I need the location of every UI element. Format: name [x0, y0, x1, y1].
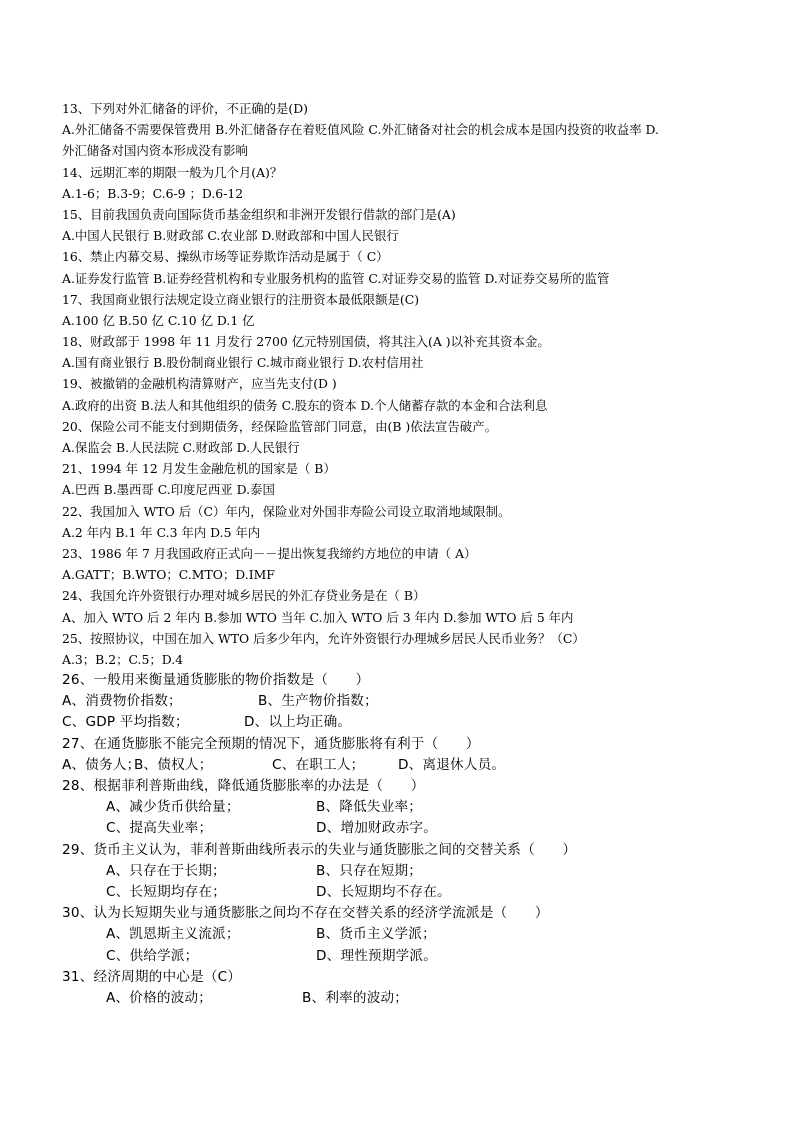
option-c: C、供给学派；	[106, 947, 199, 964]
question-14-options: A.1-6；B.3-9；C.6-9 ；D.6-12	[62, 185, 244, 201]
question-28: 28、根据菲利普斯曲线，降低通货膨胀率的办法是（ ）	[62, 778, 425, 794]
question-26-options-row1	[62, 691, 742, 712]
option-d: D、理性预期学派。	[316, 947, 438, 964]
question-14: 14、远期汇率的期限一般为几个月(A)？	[62, 164, 283, 180]
question-15-options: A.中国人民银行 B.财政部 C.农业部 D.财政部和中国人民银行	[62, 228, 399, 244]
question-31-options-row1	[62, 988, 742, 1009]
option-b: B、债权人；	[134, 756, 213, 773]
question-20-options: A.保监会 B.人民法院 C.财政部 D.人民银行	[62, 440, 300, 455]
option-b: B、生产物价指数；	[258, 693, 378, 710]
question-15: 15、目前我国负责向国际货币基金组织和非洲开发银行借款的部门是(A)	[62, 206, 456, 222]
question-28-options-row2	[62, 818, 742, 839]
question-26: 26、一般用来衡量通货膨胀的物价指数是（ ）	[62, 672, 370, 689]
question-21: 21、1994 年 12 月发生金融危机的国家是（ B）	[62, 461, 336, 477]
option-b: B、降低失业率；	[316, 799, 423, 816]
question-29: 29、货币主义认为，菲利普斯曲线所表示的失业与通货膨胀之间的交替关系（ ）	[62, 841, 577, 858]
question-31: 31、经济周期的中心是（C）	[62, 968, 242, 985]
question-23: 23、1986 年 7 月我国政府正式向－－提出恢复我缔约方地位的申请（ A）	[62, 545, 477, 561]
question-18: 18、财政部于 1998 年 11 月发行 2700 亿元特别国债，将其注入(A )以补充其资本金。	[62, 334, 550, 350]
question-16-options: A.证券发行监管 B.证券经营机构和专业服务机构的监管 C.对证券交易的监管 D.对证券交易所的监管	[62, 270, 610, 286]
question-20: 20、保险公司不能支付到期债务，经保险监管部门同意，由(B )依法宣告破产。	[62, 418, 497, 434]
option-a: A、债务人；	[62, 756, 141, 773]
question-25: 25、按照协议，中国在加入 WTO 后多少年内，允许外资银行办理城乡居民人民币业务？（C）	[62, 630, 585, 646]
question-17: 17、我国商业银行法规定设立商业银行的注册资本最低限额是(C)	[62, 291, 420, 307]
question-25-options: A.3；B.2；C.5；D.4	[62, 651, 184, 667]
option-a: A、减少货币供给量；	[106, 799, 240, 816]
question-22: 22、我国加入 WTO 后（C）年内，保险业对外国非寿险公司设立取消地域限制。	[62, 503, 511, 519]
question-28-options-row1	[62, 797, 742, 818]
option-d: D、增加财政赤字。	[316, 820, 438, 837]
question-list	[62, 98, 742, 1009]
option-a: A、消费物价指数；	[62, 693, 182, 710]
question-24: 24、我国允许外资银行办理对城乡居民的外汇存贷业务是在（ B）	[62, 588, 426, 604]
option-d: D、长短期均不存在。	[316, 883, 451, 900]
question-16: 16、禁止内幕交易、操纵市场等证券欺诈活动是属于（ C）	[62, 249, 389, 265]
question-17-options: A.100 亿 B.50 亿 C.10 亿 D.1 亿	[62, 312, 255, 328]
option-b: B、利率的波动；	[302, 989, 409, 1006]
question-13-options-cont: 外汇储备对国内资本形成没有影响	[62, 143, 248, 159]
option-c: C、长短期均存在；	[106, 883, 227, 900]
option-a: A、只存在于长期；	[106, 862, 226, 879]
question-23-options: A.GATT；B.WTO；C.MTO；D.IMF	[62, 567, 275, 583]
option-c: C、在职工人；	[272, 756, 365, 773]
option-c: C、提高失业率；	[106, 820, 213, 837]
option-a: A、凯恩斯主义流派；	[106, 926, 240, 943]
option-a: A、价格的波动；	[106, 989, 213, 1006]
question-24-options: A、加入 WTO 后 2 年内 B.参加 WTO 当年 C.加入 WTO 后 3 年内 D.参加 WTO 后 5 年内	[62, 609, 574, 625]
question-27-options	[62, 755, 742, 776]
question-22-options: A.2 年内 B.1 年 C.3 年内 D.5 年内	[62, 524, 261, 540]
question-30-options-row2	[62, 946, 742, 967]
question-29-options-row2	[62, 882, 742, 903]
option-c: C、GDP 平均指数；	[62, 714, 189, 731]
question-30-options-row1	[62, 924, 742, 945]
question-13: 13、下列对外汇储备的评价，不正确的是(D)	[62, 101, 309, 116]
question-19-options: A.政府的出资 B.法人和其他组织的债务 C.股东的资本 D.个人储蓄存款的本金和合法利息	[62, 397, 548, 413]
question-21-options: A.巴西 B.墨西哥 C.印度尼西亚 D.泰国	[62, 482, 275, 498]
question-30: 30、认为长短期失业与通货膨胀之间均不存在交替关系的经济学流派是（ ）	[62, 905, 549, 922]
option-d: D、以上均正确。	[244, 714, 352, 731]
option-b: B、只存在短期；	[316, 862, 423, 879]
question-29-options-row1	[62, 861, 742, 882]
question-13-options: A.外汇储备不需要保管费用 B.外汇储备存在着贬值风险 C.外汇储备对社会的机会成本是国内投资的收益率 D.	[62, 122, 659, 138]
question-19: 19、被撤销的金融机构清算财产，应当先支付(D )	[62, 376, 337, 392]
option-d: D、离退休人员。	[398, 756, 506, 773]
question-27: 27、在通货膨胀不能完全预期的情况下，通货膨胀将有利于（ ）	[62, 735, 480, 752]
question-18-options: A.国有商业银行 B.股份制商业银行 C.城市商业银行 D.农村信用社	[62, 355, 424, 371]
question-26-options-row2	[62, 712, 742, 733]
option-b: B、货币主义学派；	[316, 926, 436, 943]
